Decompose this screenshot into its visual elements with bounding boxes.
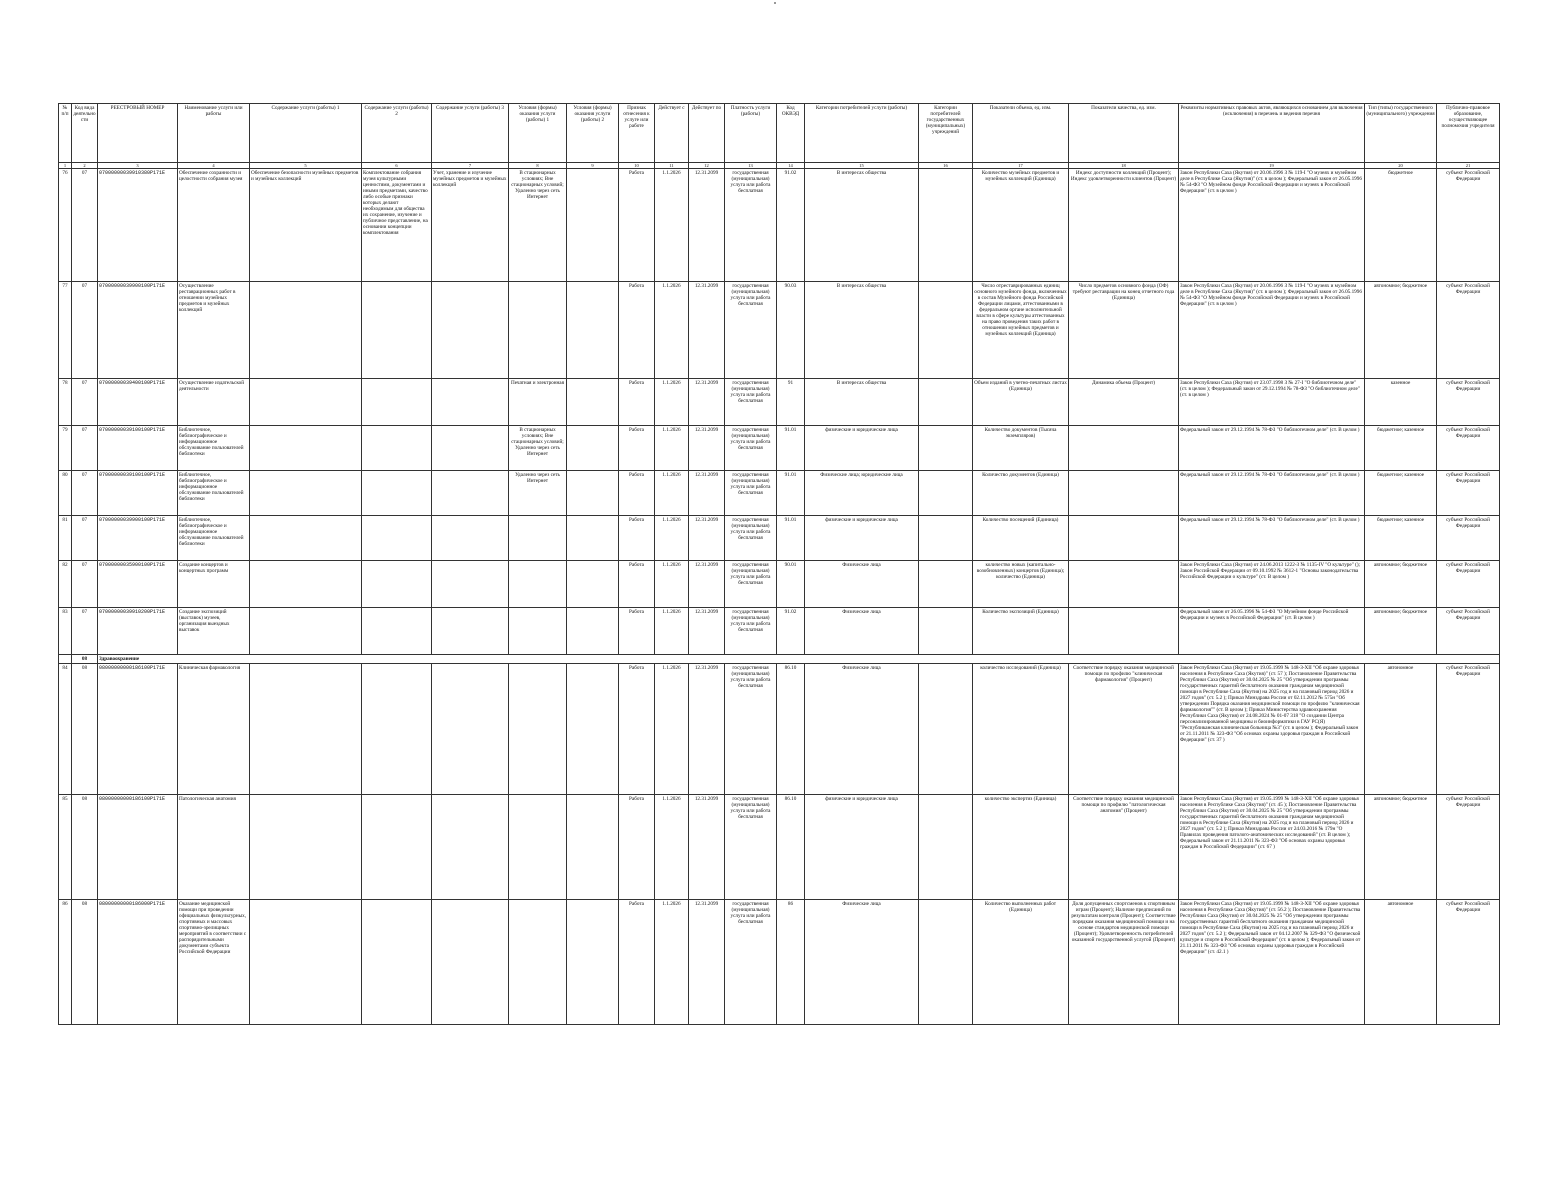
cell-s2 (362, 471, 432, 516)
cell-okved: 91.02 (777, 608, 805, 655)
cell-vol: Количество выполненных работ (Единица) (973, 900, 1069, 1025)
cell-kind: Работа (619, 426, 655, 471)
cell-qual: Число предметов основного фонда (ОФ) требуют реставрации на конец отчетного года (Единица) (1069, 282, 1179, 379)
cell-okved: 91.01 (777, 516, 805, 561)
cell-pay: государственная (муниципальная) услуга или работа бесплатная (725, 169, 777, 282)
column-number: 7 (432, 163, 509, 169)
cell-n: 76 (59, 169, 72, 282)
cell-s1 (250, 516, 362, 561)
col-header: Категории потребителей услуги (работы) (805, 104, 919, 163)
cell-code: 08 (72, 900, 98, 1025)
cell-vol: количество экспертиз (Единица) (973, 795, 1069, 900)
cell-pub: субъект Российской Федерации (1437, 516, 1500, 561)
page-marker (774, 2, 776, 4)
cell-s3 (432, 664, 509, 795)
cell-qual: Доля допущенных спортсменов к спортивным играм (Процент); Наличие предписаний по результатам контроля (Процент); Соответствие порядкам оказания медицинской помощи и на основе стандартов медицинской помощи (Процент); Удовлетворенность потребителей оказанной государственной услугой (Процент) (1069, 900, 1179, 1025)
cell-pay: государственная (муниципальная) услуга или работа бесплатная (725, 426, 777, 471)
cell-s1 (250, 379, 362, 426)
cell-f2 (567, 664, 619, 795)
cell-type: автономное; бюджетное (1365, 608, 1437, 655)
cell-name: Создание концертов и концертных программ (178, 561, 250, 608)
cell-type: бюджетное; казенное (1365, 471, 1437, 516)
cell-reg: 08000000000186100Р171Е (98, 664, 178, 795)
cell-from: 1.1.2026 (655, 795, 689, 900)
cell-f1 (509, 282, 567, 379)
col-header: Действует с (655, 104, 689, 163)
cell-s2 (362, 561, 432, 608)
cell-vol: Количество посещений (Единица) (973, 516, 1069, 561)
col-header: Публично-правовое образование, осуществляющее полномочия учредителя (1437, 104, 1500, 163)
cell-n: 84 (59, 664, 72, 795)
cell-qual: Соответствие порядку оказания медицинской помощи по профилю "патологическая анатомия" (Процент) (1069, 795, 1179, 900)
cell-law: Закон Республики Саха (Якутия) от 20.06.1996 З № 119-I "О музеях и музейном деле в Республике Саха (Якутия)" (ст. в целом ); Федеральный закон от 26.05.1996 № 54-ФЗ "О Музейном фонде Российской Федерации и музеях в Российской Федерации" (ст. в целом ) (1179, 282, 1365, 379)
cell-cons: Физические лица (805, 664, 919, 795)
cell-s2 (362, 664, 432, 795)
cell-kind: Работа (619, 664, 655, 795)
cell-pay: государственная (муниципальная) услуга или работа бесплатная (725, 379, 777, 426)
cell-law: Закон Республики Саха (Якутия) от 20.06.1996 З № 119-I "О музеях и музейном деле в Республике Саха (Якутия)" (ст. в целом ); Федеральный закон от 26.05.1996 № 54-ФЗ "О Музейном фонде Российской Федерации и музеях в Российской Федерации" (ст. в целом ) (1179, 169, 1365, 282)
cell-f1 (509, 795, 567, 900)
cell-cat (919, 561, 973, 608)
cell-pay: государственная (муниципальная) услуга или работа бесплатная (725, 795, 777, 900)
cell-from: 1.1.2026 (655, 282, 689, 379)
cell-f2 (567, 795, 619, 900)
cell-cat (919, 795, 973, 900)
cell-code: 07 (72, 516, 98, 561)
cell-name: Создание экспозиций (выставок) музеев, организация выездных выставок (178, 608, 250, 655)
cell-s3 (432, 426, 509, 471)
cell-n: 86 (59, 900, 72, 1025)
cell-vol: Число отреставрированных единиц основного музейного фонда, включенных в состав Музейного фонда Российской Федерации лицами, аттестованными в федеральном органе исполнительной власти в сфере культуры аттестованных на право проведения таких работ в отношении музейных предметов и музейных коллекций (Единица) (973, 282, 1069, 379)
cell-type: автономное; бюджетное (1365, 282, 1437, 379)
table-row (59, 516, 1500, 561)
cell-from: 1.1.2026 (655, 664, 689, 795)
cell-f2 (567, 169, 619, 282)
cell-reg: 07000000039100100Р171Е (98, 471, 178, 516)
cell-pub: субъект Российской Федерации (1437, 471, 1500, 516)
cell-name: Библиотечное, библиографическое и информационное обслуживание пользователей библиотеки (178, 426, 250, 471)
cell-pay: государственная (муниципальная) услуга или работа бесплатная (725, 516, 777, 561)
cell-to: 12.31.2099 (689, 282, 725, 379)
cell-qual (1069, 608, 1179, 655)
cell-code: 07 (72, 379, 98, 426)
cell-law: Федеральный закон от 29.12.1994 № 78-ФЗ "О библиотечном деле" (ст. В целом ) (1179, 516, 1365, 561)
cell-name: Библиотечное, библиографическое и информационное обслуживание пользователей библиотеки (178, 471, 250, 516)
cell-reg: 08000000000186100Р171Е (98, 795, 178, 900)
cell-law: Закон Республики Саха (Якутия) от 23.07.1998 З № 27-I "О библиотечном деле" (ст. в целом ); Федеральный закон от 29.12.1994 № 78-ФЗ "О библиотечном деле" (ст. в целом ) (1179, 379, 1365, 426)
cell-pub: субъект Российской Федерации (1437, 282, 1500, 379)
cell-pub: субъект Российской Федерации (1437, 795, 1500, 900)
section-header-row (59, 655, 1500, 664)
cell-s2 (362, 900, 432, 1025)
cell-code: 07 (72, 561, 98, 608)
cell-cat (919, 516, 973, 561)
cell-from: 1.1.2026 (655, 471, 689, 516)
col-header: Реквизиты нормативных правовых актов, являющихся основанием для включения (исключения) в перечень и ведения перечня (1179, 104, 1365, 163)
cell-f2 (567, 379, 619, 426)
cell-to: 12.31.2099 (689, 900, 725, 1025)
cell-qual: Индекс доступности коллекций (Процент); Индекс удовлетворенности клиентов (Процент) (1069, 169, 1179, 282)
col-header: Условия (формы) оказания услуги (работы) 1 (509, 104, 567, 163)
col-header: Признак отнесения к услуге или работе (619, 104, 655, 163)
cell-qual (1069, 516, 1179, 561)
cell-okved: 91.02 (777, 169, 805, 282)
table-row (59, 795, 1500, 900)
col-header: Категории потребителей государственных (муниципальных) учреждений (919, 104, 973, 163)
cell-f2 (567, 561, 619, 608)
cell-reg: 07000000039400100Р171Е (98, 379, 178, 426)
cell-law: Закон Республики Саха (Якутия) от 19.05.1999 № 148-З-XII "Об охране здоровья населения в Республике Саха (Якутия)" (ст. 45 ); Постановление Правительства Республики Саха (Якутия) от 30.04.2025 № 25 "Об утверждении программы государственных гарантий бесплатного оказания гражданам медицинской помощи в Республике Саха (Якутия) на 2025 год и на плановый период 2026 и 2027 годов" (ст. 5.2 ); Приказ Минздрава России от 24.03.2016 № 179н "О Правилах проведения патолого-анатомических исследований" (ст. В целом ); Федеральный закон от 21.11.2011 № 323-ФЗ "Об основах охраны здоровья граждан в Российской Федерации" (ст. 67 ) (1179, 795, 1365, 900)
cell-reg: 08000000000186000Р171Е (98, 900, 178, 1025)
cell-kind: Работа (619, 169, 655, 282)
cell-to: 12.31.2099 (689, 379, 725, 426)
col-header: Показатели качества, ед. изм. (1069, 104, 1179, 163)
table-row (59, 379, 1500, 426)
cell-law: Федеральный закон от 29.12.1994 № 78-ФЗ "О библиотечном деле" (ст. В целом ) (1179, 471, 1365, 516)
cell-reg: 07000000039910200Р171Е (98, 608, 178, 655)
cell-type: автономное (1365, 900, 1437, 1025)
cell-pay: государственная (муниципальная) услуга или работа бесплатная (725, 471, 777, 516)
cell-code: 07 (72, 471, 98, 516)
column-number: 21 (1437, 163, 1500, 169)
cell-f2 (567, 516, 619, 561)
cell-f1 (509, 516, 567, 561)
cell-n: 78 (59, 379, 72, 426)
cell-kind: Работа (619, 900, 655, 1025)
cell-s2 (362, 608, 432, 655)
cell-s3 (432, 471, 509, 516)
cell-n: 80 (59, 471, 72, 516)
cell-okved: 86.10 (777, 664, 805, 795)
cell-s1 (250, 561, 362, 608)
column-number: 9 (567, 163, 619, 169)
cell-cons: В интересах общества (805, 169, 919, 282)
cell-to: 12.31.2099 (689, 426, 725, 471)
cell-n: 81 (59, 516, 72, 561)
cell-okved: 86.10 (777, 795, 805, 900)
cell-to: 12.31.2099 (689, 795, 725, 900)
cell-s2: Комплектование собрания музея культурными ценностями, документами и иными предметами, качество либо особые признаки которых делают необходимым для общества их сохранение, изучение и публичное представление, на основании концепции комплектования (362, 169, 432, 282)
cell-s3 (432, 282, 509, 379)
cell-f1 (509, 561, 567, 608)
column-number: 15 (805, 163, 919, 169)
cell-f1 (509, 664, 567, 795)
cell-type: автономное; бюджетное (1365, 795, 1437, 900)
cell-vol: количество исследований (Единица) (973, 664, 1069, 795)
cell-s1 (250, 471, 362, 516)
cell-vol: Количество экспозиций (Единица) (973, 608, 1069, 655)
col-header: Условия (формы) оказания услуги (работы) 2 (567, 104, 619, 163)
cell-to: 12.31.2099 (689, 471, 725, 516)
cell-from: 1.1.2026 (655, 561, 689, 608)
cell-cons: Физические лица (805, 608, 919, 655)
cell-qual: Соответствие порядку оказания медицинской помощи по профилю "клиническая фармакология" (Процент) (1069, 664, 1179, 795)
column-number: 12 (689, 163, 725, 169)
cell-kind: Работа (619, 471, 655, 516)
cell-pub: субъект Российской Федерации (1437, 664, 1500, 795)
cell-to: 12.31.2099 (689, 516, 725, 561)
cell-qual: Динамика объема (Процент) (1069, 379, 1179, 426)
cell-s3 (432, 795, 509, 900)
cell-okved: 91.01 (777, 471, 805, 516)
column-number: 18 (1069, 163, 1179, 169)
cell-s3 (432, 379, 509, 426)
cell-pay: государственная (муниципальная) услуга или работа бесплатная (725, 900, 777, 1025)
cell-code: 08 (72, 795, 98, 900)
cell-okved: 91 (777, 379, 805, 426)
cell-vol: Количество документов (Единица) (973, 471, 1069, 516)
cell-from: 1.1.2026 (655, 516, 689, 561)
cell-kind: Работа (619, 282, 655, 379)
cell-pub: субъект Российской Федерации (1437, 561, 1500, 608)
cell-cat (919, 900, 973, 1025)
column-number: 3 (98, 163, 178, 169)
cell-reg: 07000000039900100Р171Е (98, 282, 178, 379)
cell-f1: Удаленно через сеть Интернет (509, 471, 567, 516)
cell-cons: физические и юридические лица (805, 426, 919, 471)
table-row (59, 900, 1500, 1025)
cell-s3 (432, 900, 509, 1025)
cell-f1: В стационарных условиях; Вне стационарных условий; Удаленно через сеть Интернет (509, 169, 567, 282)
col-header: Содержание услуги (работы) 2 (362, 104, 432, 163)
column-number: 19 (1179, 163, 1365, 169)
cell-type: бюджетное (1365, 169, 1437, 282)
col-header: Код ОКВЭД (777, 104, 805, 163)
cell-name: Обеспечение сохранности и целостности собрания музея (178, 169, 250, 282)
table-row (59, 282, 1500, 379)
column-number: 20 (1365, 163, 1437, 169)
cell-from: 1.1.2026 (655, 608, 689, 655)
col-header: Платность услуги (работы) (725, 104, 777, 163)
cell-pub: субъект Российской Федерации (1437, 379, 1500, 426)
cell-cat (919, 426, 973, 471)
header-row (59, 104, 1500, 163)
cell-pay: государственная (муниципальная) услуга или работа бесплатная (725, 664, 777, 795)
column-number: 1 (59, 163, 72, 169)
cell-name: Осуществление издательской деятельности (178, 379, 250, 426)
cell-name: Патологическая анатомия (178, 795, 250, 900)
cell-s1 (250, 795, 362, 900)
col-header: РЕЕСТРОВЫЙ НОМЕР (98, 104, 178, 163)
cell-name: Оказание медицинской помощи при проведении официальных физкультурных, спортивных и массовых спортивно-зрелищных мероприятий в соответствии с распорядительными документами субъекта Российской Федерации (178, 900, 250, 1025)
cell-s3 (432, 516, 509, 561)
cell-okved: 91.01 (777, 426, 805, 471)
services-registry-table (58, 103, 1500, 1025)
cell-f2 (567, 900, 619, 1025)
cell-from: 1.1.2026 (655, 900, 689, 1025)
cell-s1 (250, 426, 362, 471)
cell-type: казенное (1365, 379, 1437, 426)
cell-to: 12.31.2099 (689, 561, 725, 608)
cell-name: Клиническая фармакология (178, 664, 250, 795)
cell-s1 (250, 282, 362, 379)
cell-n: 82 (59, 561, 72, 608)
cell-code: 07 (72, 282, 98, 379)
cell-law: Закон Республики Саха (Якутия) от 19.05.1999 № 148-З-XII "Об охране здоровья населения в Республике Саха (Якутия)" (ст. 56.2 ); Постановление Правительства Республики Саха (Якутия) от 30.04.2025 № 25 "Об утверждении программы государственных гарантий бесплатного оказания гражданам медицинской помощи в Республике Саха (Якутия) на 2025 год и на плановый период 2026 и 2027 годов" (ст. 5.2 ); Федеральный закон от 04.12.2007 № 329-ФЗ "О физической культуре и спорте в Российской Федерации" (ст. в целом ); Федеральный закон от 21.11.2011 № 323-ФЗ "Об основах охраны здоровья граждан в Российской Федерации" (ст. 42.1 ) (1179, 900, 1365, 1025)
cell-s2 (362, 379, 432, 426)
cell-type: автономное (1365, 664, 1437, 795)
column-number: 4 (178, 163, 250, 169)
section-code: 08 (72, 655, 98, 664)
cell-s2 (362, 795, 432, 900)
cell-law: Закон Республики Саха (Якутия) от 19.05.1999 № 148-З-XII "Об охране здоровья населения в Республике Саха (Якутия)" (ст. 57 ); Постановление Правительства Республики Саха (Якутия) от 30.04.2025 № 25 "Об утверждении программы государственных гарантий бесплатного оказания гражданам медицинской помощи в Республике Саха (Якутия) на 2025 год и на плановый период 2026 и 2027 годов" (ст. 5.2 ); Приказ Минздрава России от 02.11.2012 № 575н "Об утверждении Порядка оказания медицинской помощи по профилю "клиническая фармакология"" (ст. В целом ); Приказ Министерства здравоохранения Республики Саха (Якутия) от 24.08.2024 № 01-07 318 "О создании Центра персонализированной медицины и биоинформатики в ГАУ РС(Я) "Республиканская клиническая больница №3" (ст. в целом ); Федеральный закон от 21.11.2011 № 323-ФЗ "Об основах охраны здоровья граждан в Российской Федерации" (ст. 37 ) (1179, 664, 1365, 795)
cell-qual (1069, 471, 1179, 516)
cell-cons: Физические лица (805, 561, 919, 608)
cell-name: Осуществление реставрационных работ в отношении музейных предметов и музейных коллекций (178, 282, 250, 379)
cell-cat (919, 379, 973, 426)
cell-f1 (509, 608, 567, 655)
cell-cons: В интересах общества (805, 282, 919, 379)
cell-kind: Работа (619, 795, 655, 900)
cell-reg: 07000000035900100Р171Е (98, 561, 178, 608)
table-row (59, 664, 1500, 795)
cell-law: Федеральный закон от 26.05.1996 № 54-ФЗ "О Музейном фонде Российской Федерации и музеях в Российской Федерации" (ст. В целом ) (1179, 608, 1365, 655)
table-row (59, 471, 1500, 516)
cell-cons: физические и юридические лица (805, 516, 919, 561)
cell-okved: 90.01 (777, 561, 805, 608)
cell-to: 12.31.2099 (689, 169, 725, 282)
table-row (59, 169, 1500, 282)
cell-cat (919, 471, 973, 516)
cell-reg: 07000000039910380Р171Е (98, 169, 178, 282)
col-header: № п/п (59, 104, 72, 163)
cell-f2 (567, 471, 619, 516)
column-number: 14 (777, 163, 805, 169)
section-spacer (59, 655, 72, 664)
cell-s2 (362, 282, 432, 379)
cell-type: бюджетное; казенное (1365, 426, 1437, 471)
cell-law: Закон Республики Саха (Якутия) от 24.06.2013 1222-З № 1135-IV "О культуре" (); Закон Российской Федерации от 09.10.1992 № 3612-1 "Основы законодательства Российской Федерации о культуре" (ст. В целом ) (1179, 561, 1365, 608)
cell-cons: Физические лица (805, 900, 919, 1025)
col-header: Показатели объема, ед. изм. (973, 104, 1069, 163)
cell-f1 (509, 900, 567, 1025)
cell-reg: 07000000039100100Р171Е (98, 426, 178, 471)
cell-vol: Объем изданий в учетно-печатных листах (Единица) (973, 379, 1069, 426)
cell-s2 (362, 516, 432, 561)
cell-s1: Обеспечение безопасности музейных предметов и музейных коллекций (250, 169, 362, 282)
cell-cons: В интересах общества (805, 379, 919, 426)
cell-f2 (567, 426, 619, 471)
table-row (59, 561, 1500, 608)
cell-s1 (250, 900, 362, 1025)
cell-law: Федеральный закон от 29.12.1994 № 78-ФЗ "О библиотечном деле" (ст. В целом ) (1179, 426, 1365, 471)
cell-cat (919, 282, 973, 379)
cell-f2 (567, 608, 619, 655)
cell-vol: Количество документов (Тысяча экземпляров) (973, 426, 1069, 471)
cell-cons: физические и юридические лица (805, 795, 919, 900)
cell-pay: государственная (муниципальная) услуга или работа бесплатная (725, 608, 777, 655)
column-number: 6 (362, 163, 432, 169)
cell-qual (1069, 561, 1179, 608)
col-header: Действует по (689, 104, 725, 163)
cell-kind: Работа (619, 516, 655, 561)
cell-vol: Количество музейных предметов и музейных коллекций (Единица) (973, 169, 1069, 282)
section-name: Здравоохранение (98, 655, 1500, 664)
cell-f1: Печатная и электронная (509, 379, 567, 426)
cell-kind: Работа (619, 561, 655, 608)
cell-from: 1.1.2026 (655, 426, 689, 471)
cell-pub: субъект Российской Федерации (1437, 900, 1500, 1025)
cell-type: бюджетное; казенное (1365, 516, 1437, 561)
cell-from: 1.1.2026 (655, 169, 689, 282)
cell-to: 12.31.2099 (689, 664, 725, 795)
cell-reg: 07000000039900100Р171Е (98, 516, 178, 561)
cell-kind: Работа (619, 379, 655, 426)
cell-s1 (250, 664, 362, 795)
cell-n: 85 (59, 795, 72, 900)
cell-pub: субъект Российской Федерации (1437, 169, 1500, 282)
cell-name: Библиотечное, библиографическое и информационное обслуживание пользователей библиотеки (178, 516, 250, 561)
cell-code: 07 (72, 608, 98, 655)
table-row (59, 608, 1500, 655)
cell-pub: субъект Российской Федерации (1437, 608, 1500, 655)
cell-cons: Физические лица; юридические лица (805, 471, 919, 516)
cell-cat (919, 664, 973, 795)
cell-vol: количество новых (капитально-возобновленных) концертов (Единица); количество (Единица) (973, 561, 1069, 608)
cell-kind: Работа (619, 608, 655, 655)
cell-pub: субъект Российской Федерации (1437, 426, 1500, 471)
cell-cat (919, 169, 973, 282)
cell-okved: 86 (777, 900, 805, 1025)
table-row (59, 426, 1500, 471)
cell-type: автономное; бюджетное (1365, 561, 1437, 608)
cell-n: 77 (59, 282, 72, 379)
cell-cat (919, 608, 973, 655)
col-header: Содержание услуги (работы) 3 (432, 104, 509, 163)
column-number: 2 (72, 163, 98, 169)
cell-s3 (432, 561, 509, 608)
cell-code: 07 (72, 169, 98, 282)
cell-n: 83 (59, 608, 72, 655)
col-header: Код вида деятельности (72, 104, 98, 163)
table-body (59, 163, 1500, 1025)
column-number: 11 (655, 163, 689, 169)
cell-n: 79 (59, 426, 72, 471)
cell-s3 (432, 608, 509, 655)
cell-f2 (567, 282, 619, 379)
cell-s3: Учет, хранение и изучение музейных предметов и музейных коллекций (432, 169, 509, 282)
cell-s1 (250, 608, 362, 655)
registry-table-wrapper (58, 103, 1500, 1025)
cell-code: 07 (72, 426, 98, 471)
cell-pay: государственная (муниципальная) услуга или работа бесплатная (725, 282, 777, 379)
column-number: 13 (725, 163, 777, 169)
col-header: Содержание услуги (работы) 1 (250, 104, 362, 163)
cell-from: 1.1.2026 (655, 379, 689, 426)
cell-f1: В стационарных условиях; Вне стационарных условий; Удаленно через сеть Интернет (509, 426, 567, 471)
col-header: Наименование услуги или работы (178, 104, 250, 163)
column-number: 16 (919, 163, 973, 169)
cell-pay: государственная (муниципальная) услуга или работа бесплатная (725, 561, 777, 608)
column-number: 8 (509, 163, 567, 169)
col-header: Тип (типы) государственного (муниципального) учреждения (1365, 104, 1437, 163)
column-number: 17 (973, 163, 1069, 169)
cell-code: 08 (72, 664, 98, 795)
cell-to: 12.31.2099 (689, 608, 725, 655)
cell-okved: 90.03 (777, 282, 805, 379)
column-number: 5 (250, 163, 362, 169)
column-number: 10 (619, 163, 655, 169)
cell-qual (1069, 426, 1179, 471)
cell-s2 (362, 426, 432, 471)
